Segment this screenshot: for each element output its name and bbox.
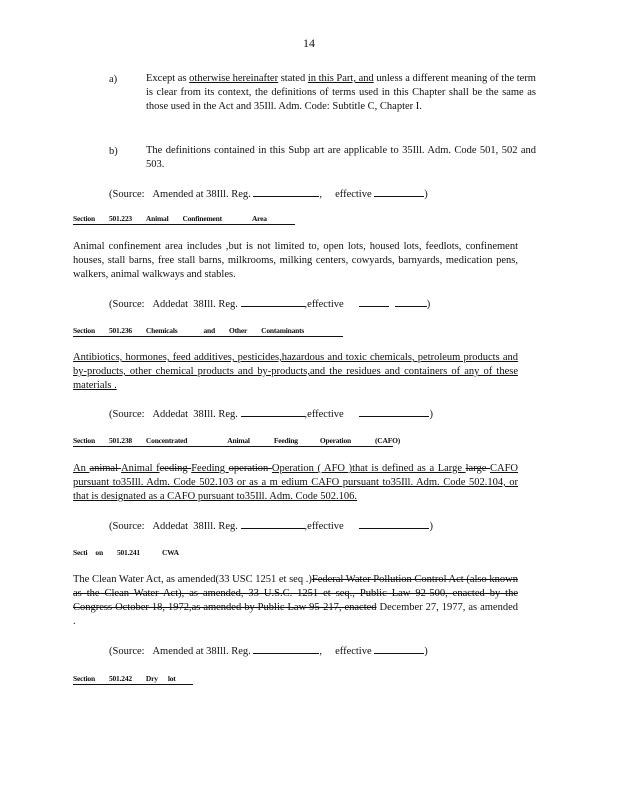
page-number: 14	[303, 36, 315, 50]
item-a-part: in this Part, and	[307, 73, 374, 84]
chemicals-definition: Antibiotics, hormones, feed additives, pesticides,hazardous and toxic chemicals, petroleum products and by-products, other chemical products and by-products,and the residues and containers of any of these materials .	[73, 352, 518, 391]
source-line: (Source: Amended at 38Ill. Reg. , effective )	[109, 643, 428, 657]
cafo-deleted-part: animal	[89, 463, 122, 474]
cafo-part: CAFO pursuant to35Ill. Adm. Code 502.103 or as a m edium CAFO pursuant to35Ill. Adm. Code 502.104, or that is designated as a CAFO pursuant to35Ill. Adm. Code 502.106.	[73, 463, 518, 502]
cwa-part: The Clean Water Act, as amended(33 USC 1251 et seq .)	[73, 574, 312, 585]
cafo-part: An	[73, 463, 90, 474]
section-heading-501-223: Section 501.223 Animal Confinement Area	[73, 214, 295, 225]
source-line: (Source: Addedat 38Ill. Reg. ,effective )	[109, 406, 433, 420]
item-b-label: b)	[109, 146, 118, 157]
cafo-deleted-part: eeding	[159, 463, 192, 474]
cafo-part: Animal f	[121, 463, 160, 474]
item-a-part: otherwise hereinafter	[189, 73, 279, 84]
section-heading-501-238: Section 501.238 Concentrated Animal Feeding Operation (CAFO)	[73, 436, 401, 445]
source-line: (Source: Addedat 38Ill. Reg. ,effective )	[109, 518, 433, 532]
section-heading-501-241: Secti on 501.241 CWA	[73, 548, 179, 557]
cafo-deleted-part: large	[465, 463, 490, 474]
cwa-definition	[73, 573, 518, 629]
cafo-definition	[73, 462, 518, 504]
source-line: (Source: Addedat 38Ill. Reg. ,effective )	[109, 296, 430, 310]
source-line: (Source: Amended at 38Ill. Reg. , effective )	[109, 186, 428, 200]
section-heading-501-242: Section 501.242 Dry lot	[73, 674, 193, 685]
item-a-part: stated	[278, 73, 308, 84]
item-a-part: unless a different meaning of the term is clear from its context, the definitions of terms used in this Chapter shall be the same as those used in the Act and 35Ill. Adm. Code: Subtitle C, Chapter I.	[146, 73, 536, 112]
section-heading-501-236: Section 501.236 Chemicals and Other Contaminants	[73, 326, 343, 337]
cafo-part: Operation ( AFO )that is defined as a Large	[271, 463, 466, 474]
item-a-label: a)	[109, 74, 118, 85]
cwa-part: December 27, 1977, as amended .	[73, 602, 518, 627]
item-b-part: The definitions contained in this Subp art are applicable to 35Ill. Adm. Code 501, 502 and 503.	[146, 145, 536, 170]
cwa-deleted-part: Federal Water Pollution Control Act (also known as the Clean Water Act), as amended, 33 U.S.C. 1251 et seq., Public Law 92-500, enacted by the Congress October 18, 1972,as amended by Public Law 95-217, enacted	[73, 574, 518, 613]
animal-confinement-definition: Animal confinement area includes ,but is not limited to, open lots, housed lots, feedlots, confinement houses, stall barns, free stall barns, milkrooms, milking centers, cowyards, barnyards, medication pens, walkers, animal walkways and stables.	[73, 241, 518, 280]
item-a-part: Except as	[146, 73, 190, 84]
cafo-part: Feeding	[191, 463, 229, 474]
item-a-text	[146, 72, 536, 114]
cafo-deleted-part: operation	[228, 463, 272, 474]
item-b-text	[146, 144, 536, 172]
